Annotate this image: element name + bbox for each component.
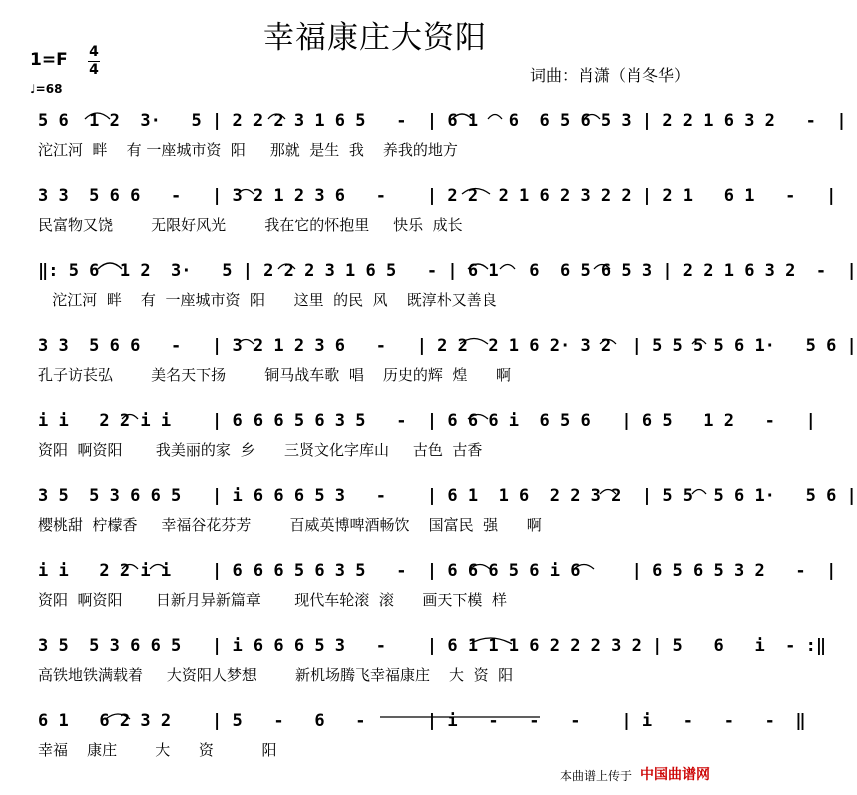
- lyric-line: 高铁地铁满载着 大资阳人梦想 新机场腾飞幸福康庄 大 资 阳: [38, 666, 514, 684]
- notation-line: i i 2 2 i i | 6 6 6 5 6 3 5 - | 6 6 6 i 6 5 6 | 6 5 1 2 - |: [38, 411, 816, 431]
- score-row-1: [0, 105, 847, 185]
- lyric-line: 沱江河 畔 有 一座城市资 阳 这里 的民 风 既淳朴又善良: [38, 291, 497, 309]
- lyric-line: 民富物又饶 无限好风光 我在它的怀抱里 快乐 成长: [38, 216, 463, 234]
- meter-top: 4: [89, 44, 99, 60]
- notation-line: 3 5 5 3 6 6 5 | i 6 6 6 5 3 - | 6 1 1 6 2 2 3 2 | 5 5 5 6 1· 5 6 |: [38, 486, 857, 506]
- notation-line: 6 1 6 2 3 2 | 5 - 6 - | i - - - | i - - - ‖: [38, 711, 806, 731]
- tempo-marking: ♩=68: [30, 82, 63, 96]
- lyric-line: 资阳 啊资阳 我美丽的家 乡 三贤文化字库山 古色 古香: [38, 441, 483, 459]
- notation-line: ‖: 5 6 1 2 3· 5 | 2 2 2 3 1 6 5 - | 6 1 6 6 5 6 5 3 | 2 2 1 6 3 2 - |: [38, 261, 857, 281]
- upload-note: 本曲谱上传于: [560, 769, 633, 783]
- score-row-7: [0, 555, 837, 635]
- lyric-line: 孔子访苌弘 美名天下扬 铜马战车歌 唱 历史的辉 煌 啊: [38, 366, 512, 384]
- composer-credit: 词曲：肖潇（肖冬华）: [530, 66, 691, 85]
- lyric-line: 资阳 啊资阳 日新月异新篇章 现代车轮滚 滚 画天下模 样: [38, 591, 507, 609]
- notation-line: 3 3 5 6 6 - | 3 2 1 2 3 6 - | 2 2 2 1 6 2 3 2 2 | 2 1 6 1 - |: [38, 186, 837, 206]
- notation-line: i i 2 2 i i | 6 6 6 5 6 3 5 - | 6 6 6 5 6 i 6 | 6 5 6 5 3 2 - |: [38, 561, 837, 581]
- score-row-6: [0, 480, 857, 560]
- score-row-3: [0, 255, 857, 335]
- lyric-line: 沱江河 畔 有 一座城市资 阳 那就 是生 我 养我的地方: [38, 141, 458, 159]
- lyric-line: 樱桃甜 柠檬香 幸福谷花芬芳 百威英博啤酒畅饮 国富民 强 啊: [38, 516, 542, 534]
- notation-line: 3 3 5 6 6 - | 3 2 1 2 3 6 - | 2 2 2 1 6 2· 3 2 | 5 5 5 5 6 1· 5 6 |: [38, 336, 857, 356]
- score-row-5: [0, 405, 816, 485]
- site-logo[interactable]: 中国曲谱网: [640, 767, 710, 783]
- score-row-4: [0, 330, 857, 410]
- score-row-2: [0, 180, 837, 260]
- notation-line: 3 5 5 3 6 6 5 | i 6 6 6 5 3 - | 6 1 1 1 6 2 2 2 3 2 | 5 6 i - :‖: [38, 636, 827, 656]
- notation-line: 5 6 1 2 3· 5 | 2 2 2 3 1 6 5 - | 6 1 6 6 5 6 5 3 | 2 2 1 6 3 2 - |: [38, 111, 847, 131]
- key-signature: 1=F: [30, 50, 68, 70]
- score-row-9: [0, 705, 806, 785]
- time-signature: [88, 44, 100, 79]
- lyric-line: 幸福 康庄 大 资 阳: [38, 741, 277, 759]
- page-title: 幸福康庄大资阳: [263, 20, 487, 56]
- meter-bottom: 4: [89, 62, 99, 78]
- score-row-8: [0, 630, 827, 710]
